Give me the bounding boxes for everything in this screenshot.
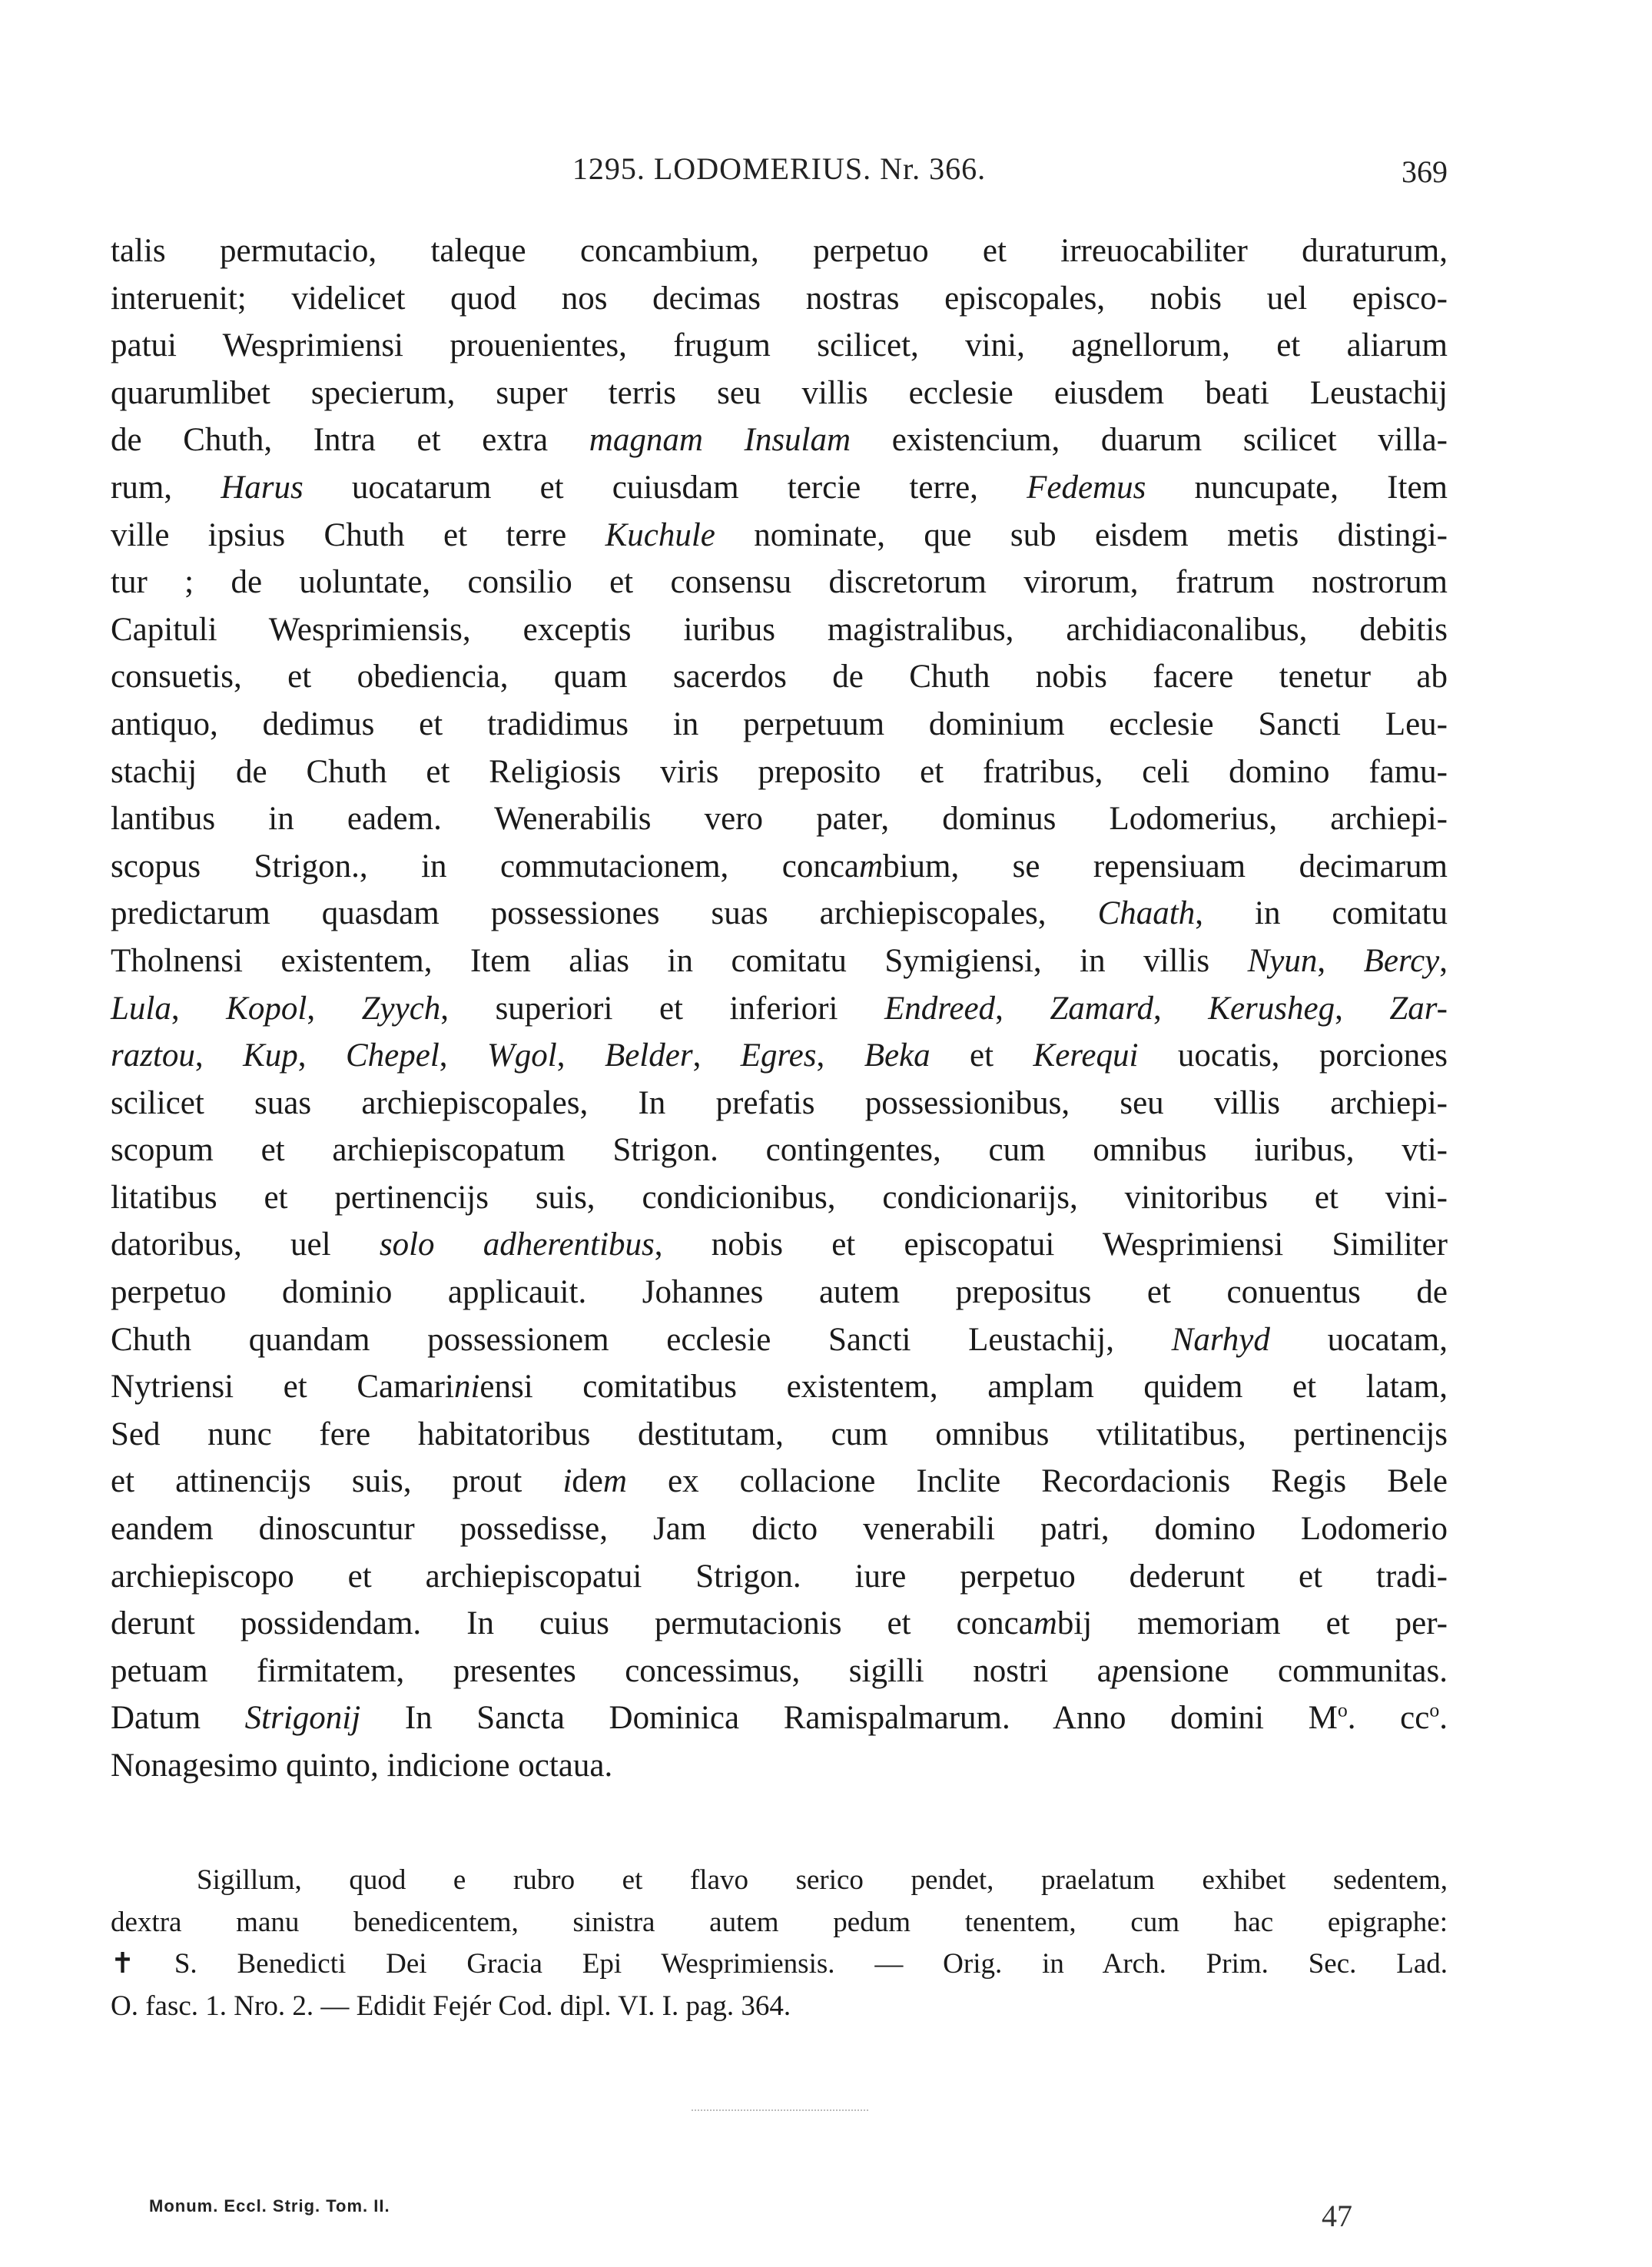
italic-text: Kerequi	[1033, 1037, 1139, 1074]
text-run: uocatarum et cuiusdam tercie terre,	[303, 469, 1027, 506]
text-line	[111, 370, 1448, 417]
text-run: predictarum quasdam possessiones suas archiepiscopales,	[111, 895, 1098, 932]
text-run: Capituli Wesprimiensis, exceptis iuribus magistralibus, archidiaconalibus, debitis	[111, 611, 1448, 648]
text-run: In Sancta Dominica Ramispalmarum. Anno domini M	[360, 1700, 1338, 1737]
italic-text: Egres	[740, 1037, 817, 1074]
text-line	[111, 1505, 1448, 1553]
text-line	[111, 1032, 1448, 1080]
italic-text: Belder	[604, 1037, 693, 1074]
text-line	[111, 322, 1448, 370]
text-run: archiepiscopo et archiepiscopatui Strigon. iure perpetuo dederunt et tradi-	[111, 1558, 1448, 1595]
text-run: Nytriensi et Camari	[111, 1369, 454, 1406]
section-divider	[692, 2109, 868, 2113]
italic-text: Kerusheg	[1208, 990, 1335, 1027]
text-run: datoribus, uel	[111, 1226, 380, 1263]
italic-text: Fedemus	[1027, 469, 1146, 506]
italic-text: m	[1033, 1605, 1057, 1642]
text-run: existencium, duarum scilicet villa-	[851, 422, 1448, 459]
italic-text: magnam Insulam	[589, 422, 851, 459]
text-run: . cc	[1347, 1700, 1430, 1737]
text-run: .	[1439, 1700, 1448, 1737]
italic-text: i	[562, 1463, 572, 1500]
text-run: patui Wesprimiensi prouenientes, frugum scilicet, vini, agnellorum, et aliarum	[111, 327, 1448, 364]
charter-text	[111, 227, 1448, 1790]
text-run: antiquo, dedimus et tradidimus in perpetuum dominium ecclesie Sancti Leu-	[111, 705, 1448, 742]
text-run: tur ; de uoluntate, consilio et consensu discretorum virorum, fratrum nostrorum	[111, 564, 1448, 601]
note-line: O. fasc. 1. Nro. 2. — Edidit Fejér Cod. dipl. VI. I. pag. 364.	[111, 1990, 791, 2022]
text-run: ex collacione Inclite Recordacionis Regis Bele	[626, 1463, 1448, 1500]
text-run: ,	[1439, 942, 1448, 979]
text-run: et attinencijs suis, prout	[111, 1463, 563, 1500]
text-run: consuetis, et obediencia, quam sacerdos de Chuth nobis facere tenetur ab	[111, 659, 1448, 695]
text-line	[111, 1694, 1448, 1742]
note-line: ✝ S. Benedicti Dei Gracia Epi Wesprimiensis. — Orig. in Arch. Prim. Sec. Lad.	[111, 1948, 1448, 1980]
text-run: ,	[1335, 990, 1390, 1027]
text-run: lantibus in eadem. Wenerabilis vero pater, dominus Lodomerius, archiepi-	[111, 801, 1448, 838]
text-run: , superiori et inferiori	[440, 990, 884, 1027]
running-header	[111, 151, 1448, 197]
sheet-number: 47	[1322, 2199, 1352, 2233]
text-run: ,	[995, 990, 1050, 1027]
text-line	[111, 606, 1448, 654]
text-run: ,	[692, 1037, 741, 1074]
italic-text: Lula	[111, 990, 171, 1027]
text-line	[111, 512, 1448, 559]
text-run: scopum et archiepiscopatum Strigon. contingentes, cum omnibus iuribus, vti-	[111, 1132, 1448, 1169]
text-line	[111, 890, 1448, 938]
header-title: 1295. LODOMERIUS. Nr. 366.	[572, 151, 987, 186]
text-run: interuenit; videlicet quod nos decimas nostras episcopales, nobis uel episco-	[111, 280, 1448, 317]
text-line	[111, 417, 1448, 464]
italic-text: Nyun	[1247, 942, 1318, 979]
text-line	[111, 227, 1448, 275]
text-line	[111, 985, 1448, 1033]
note-line: Sigillum, quod e rubro et flavo serico pendet, praelatum exhibet sedentem,	[197, 1864, 1448, 1896]
text-run: ,	[816, 1037, 864, 1074]
italic-text: Strigonij	[244, 1700, 361, 1737]
text-run: ,	[439, 1037, 487, 1074]
italic-text: Kuchule	[605, 516, 715, 553]
text-run: bium, se repensiuam decimarum	[883, 848, 1448, 885]
text-run: uocatis, porciones	[1138, 1037, 1448, 1074]
text-run: nominate, que sub eisdem metis distingi-	[715, 516, 1448, 553]
text-run: ensione communitas.	[1128, 1652, 1448, 1689]
italic-text: Zamard	[1050, 990, 1153, 1027]
text-run: Nonagesimo quinto, indicione octaua.	[111, 1748, 613, 1784]
italic-text: m	[602, 1463, 627, 1500]
text-line	[111, 653, 1448, 701]
text-run: ,	[194, 1037, 244, 1074]
text-run: ,	[556, 1037, 605, 1074]
text-line	[111, 1411, 1448, 1459]
text-line	[111, 1458, 1448, 1505]
italic-text: Kopol	[226, 990, 307, 1027]
text-run: o	[1429, 1699, 1440, 1722]
text-run: nuncupate, Item	[1146, 469, 1448, 506]
signature-mark: Monum. Eccl. Strig. Tom. II.	[149, 2196, 390, 2216]
italic-text: Wgol	[486, 1037, 557, 1074]
text-run: rum,	[111, 469, 221, 506]
text-line	[111, 1221, 1448, 1269]
text-run: o	[1337, 1699, 1348, 1722]
text-line	[111, 559, 1448, 606]
page-number: 369	[1402, 154, 1448, 189]
text-line	[111, 1648, 1448, 1695]
note-line: dextra manu benedicentem, sinistra autem pedum tenentem, cum hac epigraphe:	[111, 1906, 1448, 1938]
text-line	[111, 795, 1448, 843]
text-run: uocatam,	[1269, 1321, 1448, 1358]
italic-text: Harus	[221, 469, 304, 506]
italic-text: Zar-	[1389, 990, 1448, 1027]
text-run: Datum	[111, 1700, 245, 1737]
text-run: quarumlibet specierum, super terris seu villis ecclesie eiusdem beati Leustachij	[111, 374, 1448, 411]
italic-text: m	[859, 848, 884, 885]
text-run: ,	[297, 1037, 346, 1074]
italic-text: Zyych	[361, 990, 441, 1027]
text-line	[111, 464, 1448, 512]
italic-text: ni	[453, 1369, 480, 1406]
text-run: ensi comitatibus existentem, amplam quidem et latam,	[479, 1369, 1448, 1406]
text-line	[111, 1553, 1448, 1601]
text-run: , in comitatu	[1195, 895, 1448, 932]
text-run: ville ipsius Chuth et terre	[111, 516, 605, 553]
text-run: bij memoriam et per-	[1057, 1605, 1448, 1642]
italic-text: p	[1111, 1652, 1129, 1689]
text-line	[111, 275, 1448, 323]
text-line	[111, 1600, 1448, 1648]
text-line	[111, 1174, 1448, 1222]
text-run: litatibus et pertinencijs suis, condicionibus, condicionarijs, vinitoribus et vini-	[111, 1179, 1448, 1216]
text-run: ,	[307, 990, 362, 1027]
text-run: perpetuo dominio applicauit. Johannes autem prepositus et conuentus de	[111, 1274, 1448, 1311]
text-run: talis permutacio, taleque concambium, perpetuo et irreuocabiliter duraturum,	[111, 233, 1448, 269]
text-line	[111, 1363, 1448, 1411]
text-run: ,	[171, 990, 227, 1027]
italic-text: Chepel	[345, 1037, 440, 1074]
text-run: de	[572, 1463, 603, 1500]
text-run: scilicet suas archiepiscopales, In prefatis possessionibus, seu villis archiepi-	[111, 1084, 1448, 1121]
text-run: Sed nunc fere habitatoribus destitutam, cum omnibus vtilitatibus, pertinencijs	[111, 1416, 1448, 1452]
text-run: Chuth quandam possessionem ecclesie Sancti Leustachij,	[111, 1321, 1172, 1358]
text-run: petuam firmitatem, presentes concessimus, sigilli nostri a	[111, 1652, 1112, 1689]
text-run: ,	[1153, 990, 1209, 1027]
text-run: de Chuth, Intra et extra	[111, 422, 589, 459]
text-line	[111, 1742, 1448, 1790]
text-run: stachij de Chuth et Religiosis viris preposito et fratribus, celi domino famu-	[111, 753, 1448, 790]
text-line	[111, 843, 1448, 891]
text-line	[111, 938, 1448, 985]
text-line	[111, 1080, 1448, 1127]
text-run: derunt possidendam. In cuius permutacionis et conca	[111, 1605, 1033, 1642]
text-run: , nobis et episcopatui Wesprimiensi Similiter	[654, 1226, 1448, 1263]
italic-text: solo adherentibus	[379, 1226, 655, 1263]
italic-text: Beka	[864, 1037, 930, 1074]
text-line	[111, 1316, 1448, 1364]
italic-text: Narhyd	[1171, 1321, 1270, 1358]
italic-text: Kup	[243, 1037, 298, 1074]
text-run: eandem dinoscuntur possedisse, Jam dicto venerabili patri, domino Lodomerio	[111, 1511, 1448, 1548]
text-line	[111, 1127, 1448, 1174]
italic-text: Endreed	[884, 990, 996, 1027]
italic-text: Chaath	[1097, 895, 1196, 932]
text-run: ,	[1317, 942, 1364, 979]
italic-text: raztou	[111, 1037, 195, 1074]
italic-text: Bercy	[1363, 942, 1440, 979]
editorial-note	[111, 1860, 1448, 2027]
text-run: Tholnensi existentem, Item alias in comitatu Symigiensi, in villis	[111, 942, 1248, 979]
text-line	[111, 1269, 1448, 1316]
text-run: et	[930, 1037, 1033, 1074]
text-line	[111, 701, 1448, 748]
text-run: scopus Strigon., in commutacionem, conca	[111, 848, 859, 885]
text-line	[111, 748, 1448, 796]
